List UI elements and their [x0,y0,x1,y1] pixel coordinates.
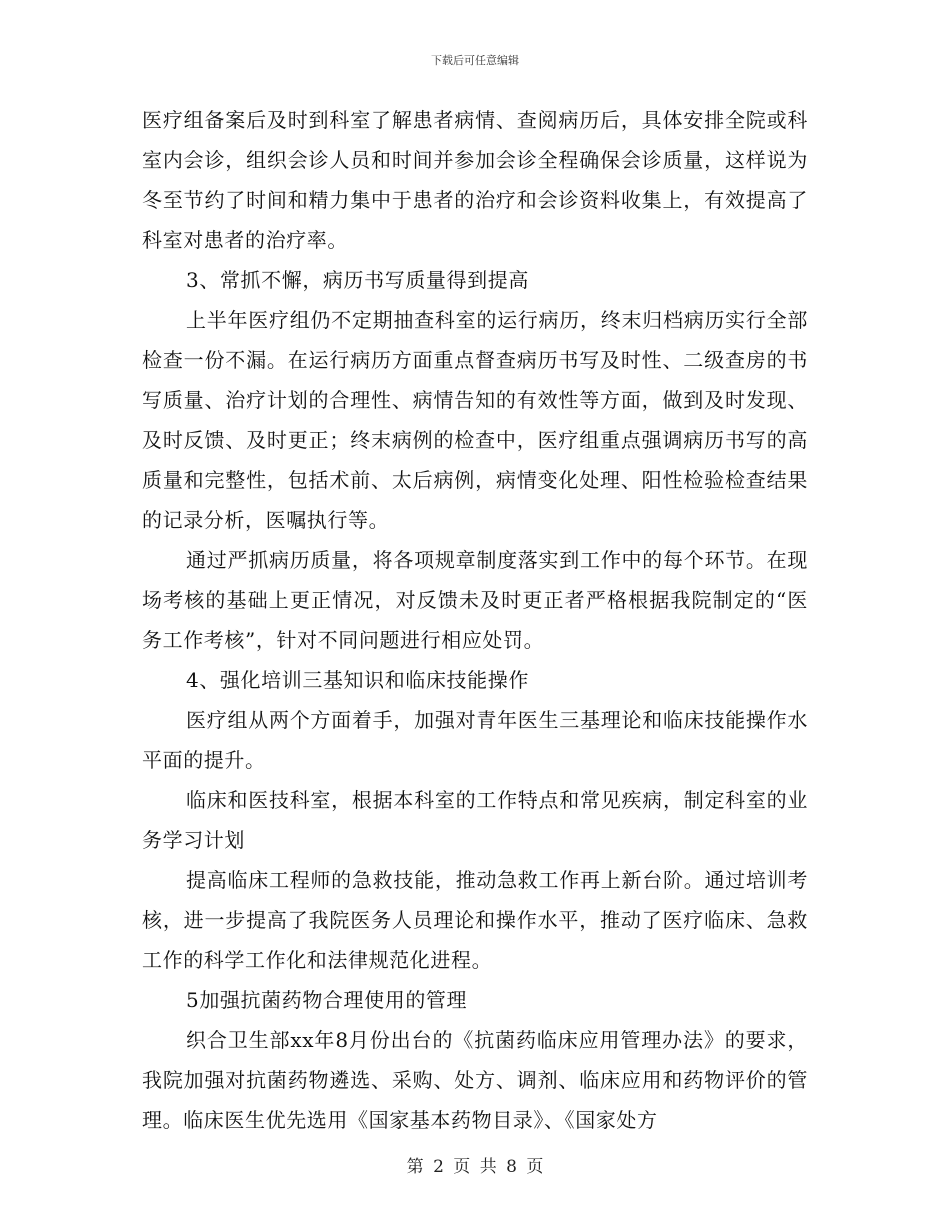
heading-3: 3、常抓不懈，病历书写质量得到提高 [186,268,529,292]
page-header: 下载后可任意编辑 [431,54,519,67]
paragraph-8: 提高临床工程师的急救技能，推动急救工作再上新台阶。通过培训考核，进一步提高了我院医务人员理论和操作水平，推动了医疗临床、急救工作的科学工作化和法律规范化进程。 [142,868,808,972]
heading-4: 4、强化培训三基知识和临床技能操作 [186,668,529,692]
page-footer: 第 2 页 共 8 页 [406,1157,544,1177]
paragraph-3: 上半年医疗组仍不定期抽查科室的运行病历，终末归档病历实行全部检查一份不漏。在运行病历方面重点督查病历书写及时性、二级查房的书写质量、治疗计划的合理性、病情告知的有效性等方面，做到及时发现、及时反馈、及时更正；终末病例的检查中，医疗组重点强调病历书写的高质量和完整性，包括术前、太后病例，病情变化处理、阳性检验检查结果的记录分析，医嘱执行等。 [142,308,808,532]
heading-5: 5加强抗菌药物合理使用的管理 [186,988,468,1012]
document-body [142,100,808,1140]
paragraph-4: 通过严抓病历质量，将各项规章制度落实到工作中的每个环节。在现场考核的基础上更正情况，对反馈未及时更正者严格根据我院制定的“医务工作考核”，针对不同问题进行相应处罚。 [142,548,808,652]
paragraph-10: 织合卫生部xx年8月份出台的《抗菌药临床应用管理办法》的要求，我院加强对抗菌药物遴选、采购、处方、调剂、临床应用和药物评价的管理。临床医生优先选用《国家基本药物目录》、《国家处方 [142,1028,808,1132]
paragraph-1: 医疗组备案后及时到科室了解患者病情、查阅病历后，具体安排全院或科室内会诊，组织会诊人员和时间并参加会诊全程确保会诊质量，这样说为冬至节约了时间和精力集中于患者的治疗和会诊资料收集上，有效提高了科室对患者的治疗率。 [142,108,808,252]
paragraph-6: 医疗组从两个方面着手，加强对青年医生三基理论和临床技能操作水平面的提升。 [142,708,808,772]
paragraph-7: 临床和医技科室，根据本科室的工作特点和常见疾病，制定科室的业务学习计划 [142,788,808,852]
